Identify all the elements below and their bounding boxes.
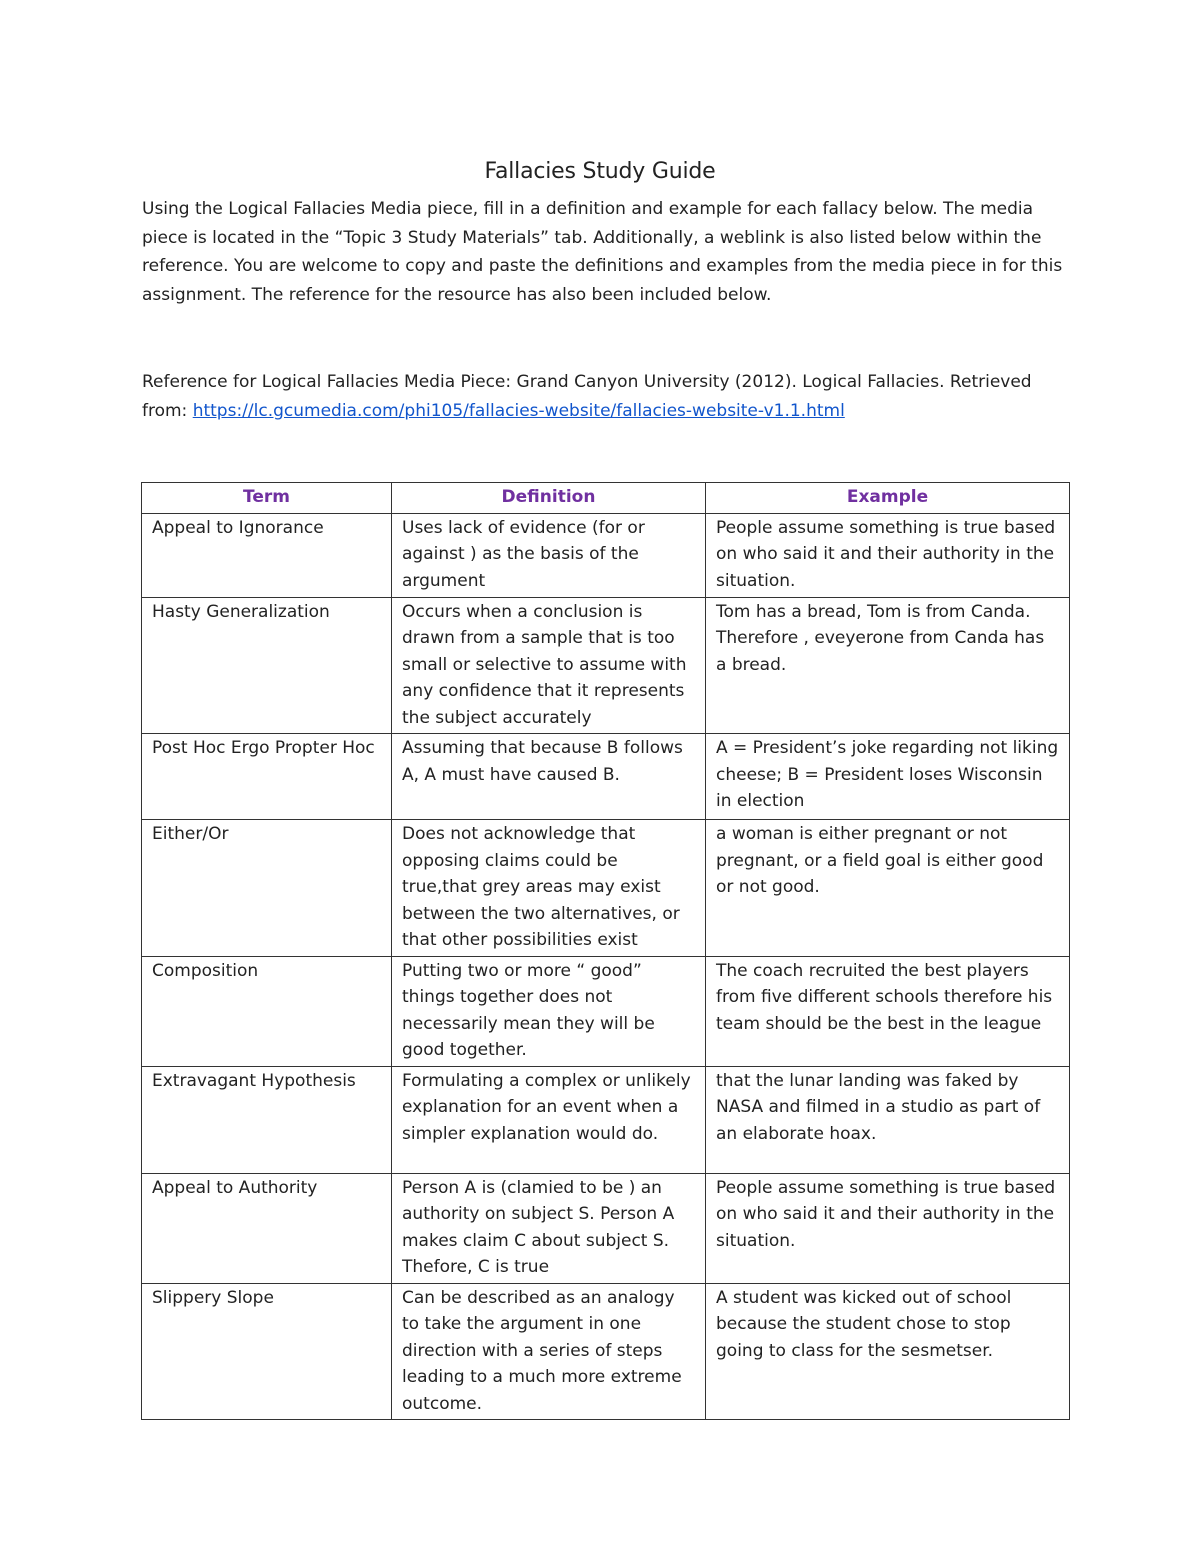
instructions-paragraph: Using the Logical Fallacies Media piece, fill in a definition and example for each fallacy below. The media piece is located in the “Topic 3 Study Materials” tab. Additionally, a weblink is also listed below within the reference. You are welcome to copy and paste the definitions and examples from the media piece in for this assignment. The reference for the resource has also been included below. (142, 199, 1063, 305)
term-cell: Post Hoc Ergo Propter Hoc (142, 734, 392, 820)
term-cell: Slippery Slope (142, 1283, 392, 1420)
definition-cell: Assuming that because B follows A, A must have caused B. (392, 734, 706, 820)
table-row (142, 956, 1070, 1066)
term-cell: Either/Or (142, 820, 392, 957)
table-header-row (142, 483, 1070, 514)
reference-paragraph (142, 368, 1067, 425)
term-cell: Appeal to Ignorance (142, 513, 392, 597)
table-row (142, 1283, 1070, 1420)
definition-cell: Putting two or more “ good” things together does not necessarily mean they will be good together. (392, 956, 706, 1066)
table-row (142, 597, 1070, 734)
header-term: Term (142, 483, 392, 514)
term-cell: Composition (142, 956, 392, 1066)
example-cell: People assume something is true based on who said it and their authority in the situation. (706, 1173, 1070, 1283)
example-cell: People assume something is true based on who said it and their authority in the situation. (706, 513, 1070, 597)
term-cell: Hasty Generalization (142, 597, 392, 734)
page-title: Fallacies Study Guide (484, 158, 716, 184)
example-cell: A student was kicked out of school because the student chose to stop going to class for the sesmetser. (706, 1283, 1070, 1420)
header-definition: Definition (392, 483, 706, 514)
reference-text: Reference for Logical Fallacies Media Piece: Grand Canyon University (2012). Logical Fallacies. Retrieved from: (142, 372, 1032, 421)
definition-cell: Formulating a complex or unlikely explanation for an event when a simpler explanation would do. (392, 1066, 706, 1173)
table-row (142, 820, 1070, 957)
table-row (142, 1066, 1070, 1173)
definition-cell: Occurs when a conclusion is drawn from a sample that is too small or selective to assume with any confidence that it represents the subject accurately (392, 597, 706, 734)
definition-cell: Does not acknowledge that opposing claims could be true,that grey areas may exist between the two alternatives, or that other possibilities exist (392, 820, 706, 957)
example-cell: The coach recruited the best players from five different schools therefore his team should be the best in the league (706, 956, 1070, 1066)
term-cell: Extravagant Hypothesis (142, 1066, 392, 1173)
example-cell: that the lunar landing was faked by NASA and filmed in a studio as part of an elaborate hoax. (706, 1066, 1070, 1173)
fallacies-table (141, 482, 1070, 1420)
definition-cell: Can be described as an analogy to take the argument in one direction with a series of steps leading to a much more extreme outcome. (392, 1283, 706, 1420)
term-cell: Appeal to Authority (142, 1173, 392, 1283)
definition-cell: Person A is (clamied to be ) an authority on subject S. Person A makes claim C about subject S. Thefore, C is true (392, 1173, 706, 1283)
example-cell: a woman is either pregnant or not pregnant, or a field goal is either good or not good. (706, 820, 1070, 957)
table-row (142, 1173, 1070, 1283)
table-row (142, 734, 1070, 820)
header-example: Example (706, 483, 1070, 514)
table-row (142, 513, 1070, 597)
example-cell: Tom has a bread, Tom is from Canda. Therefore , eveyerone from Canda has a bread. (706, 597, 1070, 734)
reference-link[interactable]: https://lc.gcumedia.com/phi105/fallacies-website/fallacies-website-v1.1.html (192, 400, 845, 421)
definition-cell: Uses lack of evidence (for or against ) as the basis of the argument (392, 513, 706, 597)
example-cell: A = President’s joke regarding not liking cheese; B = President loses Wisconsin in election (706, 734, 1070, 820)
